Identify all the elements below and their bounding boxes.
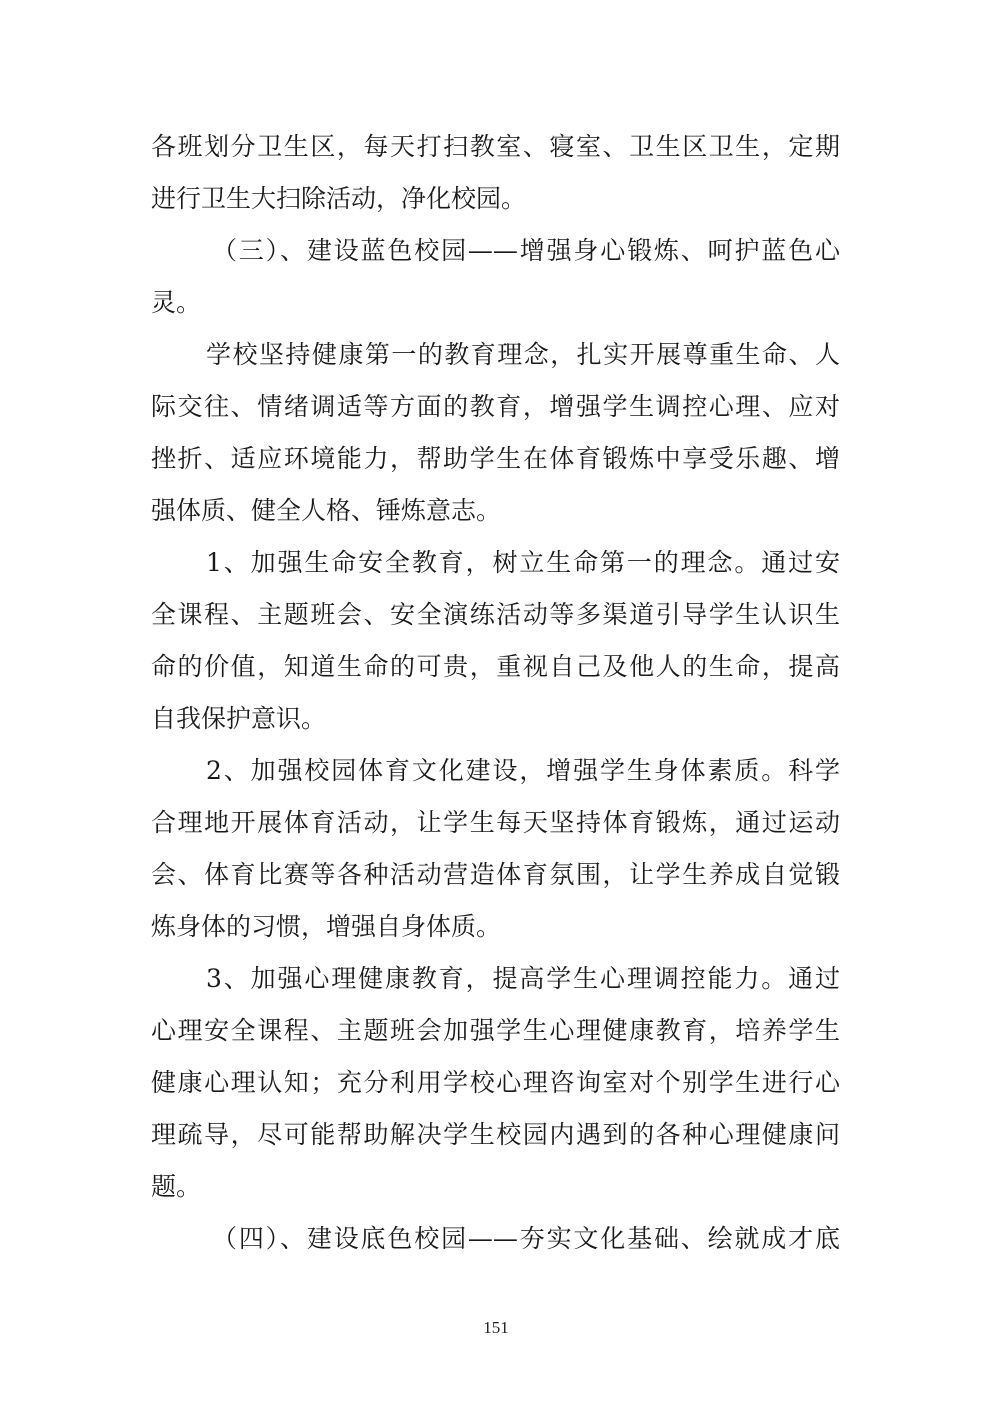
section-heading-continuation: 灵。 bbox=[151, 288, 202, 317]
section-heading: （四）、建设底色校园——夯实文化基础、绘就成才底 bbox=[212, 1224, 840, 1253]
text-line: 挫折、适应环境能力，帮助学生在体育锻炼中享受乐趣、增 bbox=[151, 444, 840, 473]
text-line: 命的价值，知道生命的可贵，重视自己及他人的生命，提高 bbox=[151, 652, 840, 681]
text-line: 学校坚持健康第一的教育理念，扎实开展尊重生命、人 bbox=[206, 340, 840, 369]
text-line: 心理安全课程、主题班会加强学生心理健康教育，培养学生 bbox=[151, 1016, 840, 1045]
text-line: 际交往、情绪调适等方面的教育，增强学生调控心理、应对 bbox=[151, 392, 840, 421]
text-line: 自我保护意识。 bbox=[151, 704, 327, 733]
text-line: 各班划分卫生区，每天打扫教室、寝室、卫生区卫生，定期 bbox=[151, 132, 840, 161]
text-line: 强体质、健全人格、锤炼意志。 bbox=[151, 496, 502, 525]
page-number: 151 bbox=[483, 1318, 509, 1337]
section-heading: （三）、建设蓝色校园——增强身心锻炼、呵护蓝色心 bbox=[212, 236, 840, 265]
list-item-heading: 2、加强校园体育文化建设，增强学生身体素质。科学 bbox=[206, 756, 840, 785]
text-line: 全课程、主题班会、安全演练活动等多渠道引导学生认识生 bbox=[151, 600, 840, 629]
text-line: 合理地开展体育活动，让学生每天坚持体育锻炼，通过运动 bbox=[151, 808, 840, 837]
text-line: 炼身体的习惯，增强自身体质。 bbox=[151, 912, 502, 941]
list-item-heading: 1、加强生命安全教育，树立生命第一的理念。通过安 bbox=[206, 548, 840, 577]
text-line: 理疏导，尽可能帮助解决学生校园内遇到的各种心理健康问 bbox=[151, 1120, 840, 1149]
text-line: 题。 bbox=[151, 1172, 202, 1201]
text-line: 健康心理认知；充分利用学校心理咨询室对个别学生进行心 bbox=[151, 1068, 840, 1097]
list-item-heading: 3、加强心理健康教育，提高学生心理调控能力。通过 bbox=[206, 964, 840, 993]
text-line: 会、体育比赛等各种活动营造体育氛围，让学生养成自觉锻 bbox=[151, 860, 840, 889]
text-line: 进行卫生大扫除活动，净化校园。 bbox=[151, 184, 527, 213]
